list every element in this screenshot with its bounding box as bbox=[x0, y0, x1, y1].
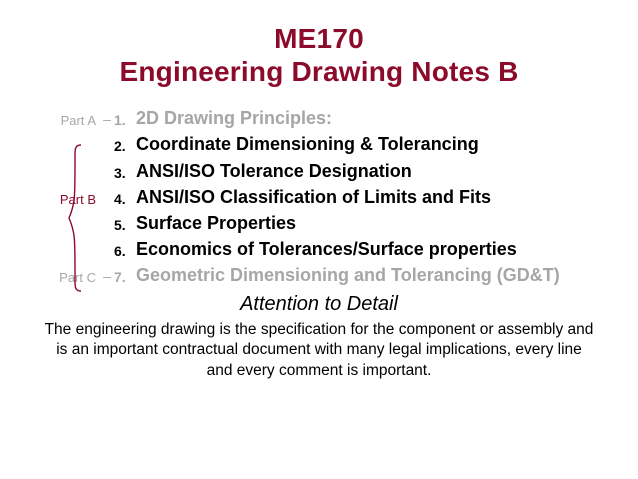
list-number: 6. bbox=[114, 243, 126, 260]
list-item bbox=[34, 161, 628, 182]
list-item bbox=[34, 134, 628, 155]
list-item bbox=[34, 239, 628, 260]
list-item-text: Coordinate Dimensioning & Tolerancing bbox=[136, 134, 479, 155]
list-number: 2. bbox=[114, 138, 126, 155]
list-number: 3. bbox=[114, 164, 126, 181]
attention-heading: Attention to Detail bbox=[240, 292, 398, 315]
list-number: 1. bbox=[114, 112, 126, 129]
part-dash bbox=[100, 213, 114, 216]
part-label bbox=[34, 239, 100, 244]
title-line-2: Engineering Drawing Notes B bbox=[119, 56, 519, 88]
list-item bbox=[34, 265, 628, 286]
body-paragraph: The engineering drawing is the specification for the component or assembly and is an important contractual document with many legal implications, every line and every comment is important. bbox=[44, 320, 594, 379]
outline-list bbox=[0, 108, 638, 287]
list-number: 4. bbox=[114, 190, 126, 207]
part-label bbox=[34, 134, 100, 139]
part-dash: – bbox=[103, 111, 111, 128]
list-item bbox=[34, 108, 628, 129]
title-line-1: ME170 bbox=[274, 23, 364, 54]
list-number: 5. bbox=[114, 217, 126, 233]
page-title bbox=[0, 0, 638, 88]
part-label bbox=[34, 213, 100, 218]
part-dash bbox=[100, 187, 114, 190]
list-item-text: Geometric Dimensioning and Tolerancing (GD&T) bbox=[136, 265, 560, 286]
part-dash bbox=[100, 239, 114, 242]
part-dash bbox=[100, 161, 114, 164]
list-item-text: ANSI/ISO Classification of Limits and Fits bbox=[136, 186, 492, 207]
list-item-text: Economics of Tolerances/Surface properties bbox=[136, 239, 517, 260]
list-item bbox=[34, 213, 628, 234]
part-dash: – bbox=[103, 268, 111, 285]
list-item-text: Surface Properties bbox=[136, 213, 297, 233]
part-label: Part C bbox=[59, 270, 96, 286]
part-label: Part A bbox=[60, 113, 96, 129]
list-number: 7. bbox=[114, 269, 126, 286]
list-item bbox=[34, 187, 628, 208]
list-item-text: 2D Drawing Principles: bbox=[136, 108, 333, 129]
list-item-text: ANSI/ISO Tolerance Designation bbox=[136, 160, 412, 181]
part-dash bbox=[100, 134, 114, 137]
part-label: Part B bbox=[59, 191, 96, 207]
part-label bbox=[34, 161, 100, 166]
